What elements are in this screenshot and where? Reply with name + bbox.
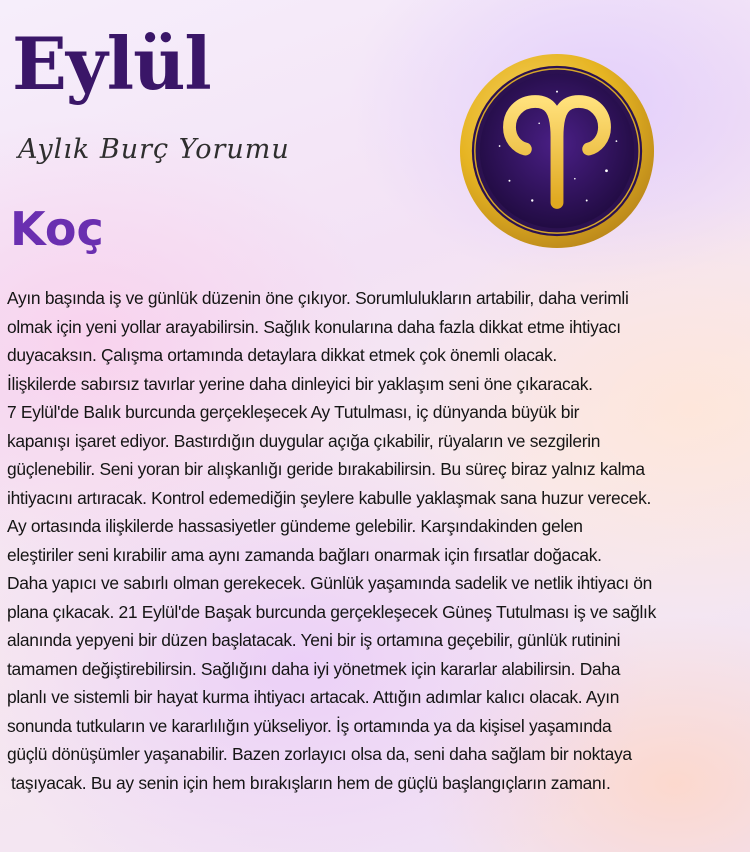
horoscope-text	[7, 284, 749, 797]
zodiac-sign-heading: Koç	[10, 202, 104, 256]
horoscope-line: plana çıkacak. 21 Eylül'de Başak burcunda gerçekleşecek Güneş Tutulması iş ve sağlık	[7, 601, 656, 622]
horoscope-line: Ayın başında iş ve günlük düzenin öne çıkıyor. Sorumlulukların artabilir, daha verimli	[7, 288, 629, 308]
horoscope-line: kapanışı işaret ediyor. Bastırdığın duygular açığa çıkabilir, rüyaların ve sezgilerin	[7, 430, 601, 451]
horoscope-line: sonunda tutkuların ve kararlılığın yükseliyor. İş ortamında ya da kişisel yaşamında	[7, 715, 612, 736]
page-title: Eylül	[12, 21, 211, 106]
page-subtitle: Aylık Burç Yorumu	[18, 134, 290, 165]
horoscope-line: Daha yapıcı ve sabırlı olman gerekecek. Günlük yaşamında sadelik ve netlik ihtiyacı ön	[7, 573, 653, 593]
horoscope-line: ihtiyacını artıracak. Kontrol edemediğin şeylere kabulle yaklaşmak sana huzur verecek.	[7, 487, 652, 508]
aries-symbol-icon	[458, 52, 656, 250]
horoscope-line: 7 Eylül'de Balık burcunda gerçekleşecek Ay Tutulması, iç dünyanda büyük bir	[7, 402, 580, 422]
horoscope-line: olmak için yeni yollar arayabilirsin. Sağlık konularına daha fazla dikkat etme ihtiyacı	[7, 316, 621, 337]
horoscope-line: Ay ortasında ilişkilerde hassasiyetler gündeme gelebilir. Karşındakinden gelen	[7, 516, 583, 536]
horoscope-line: İlişkilerde sabırsız tavırlar yerine daha dinleyici bir yaklaşım seni öne çıkaracak.	[7, 373, 593, 394]
horoscope-line: duyacaksın. Çalışma ortamında detaylara dikkat etmek çok önemli olacak.	[7, 345, 557, 365]
horoscope-line: tamamen değiştirebilirsin. Sağlığını daha iyi yönetmek için kararlar alabilirsin. Daha	[7, 658, 621, 679]
horoscope-line: alanında yepyeni bir düzen başlatacak. Yeni bir iş ortamına geçebilir, günlük rutinini	[7, 630, 621, 650]
horoscope-line: eleştiriler seni kırabilir ama aynı zamanda bağları onarmak için fırsatlar doğacak.	[7, 544, 602, 565]
horoscope-line: güçlü dönüşümler yaşanabilir. Bazen zorlayıcı olsa da, seni daha sağlam bir noktaya	[7, 744, 632, 764]
horoscope-line: güçlenebilir. Seni yoran bir alışkanlığı geride bırakabilirsin. Bu süreç biraz yalnız kalma	[7, 459, 645, 479]
horoscope-line: taşıyacak. Bu ay senin için hem bırakışların hem de güçlü başlangıçların zamanı.	[11, 772, 611, 793]
horoscope-line: planlı ve sistemli bir hayat kurma ihtiyacı artacak. Attığın adımlar kalıcı olacak. Ayın	[7, 687, 620, 707]
